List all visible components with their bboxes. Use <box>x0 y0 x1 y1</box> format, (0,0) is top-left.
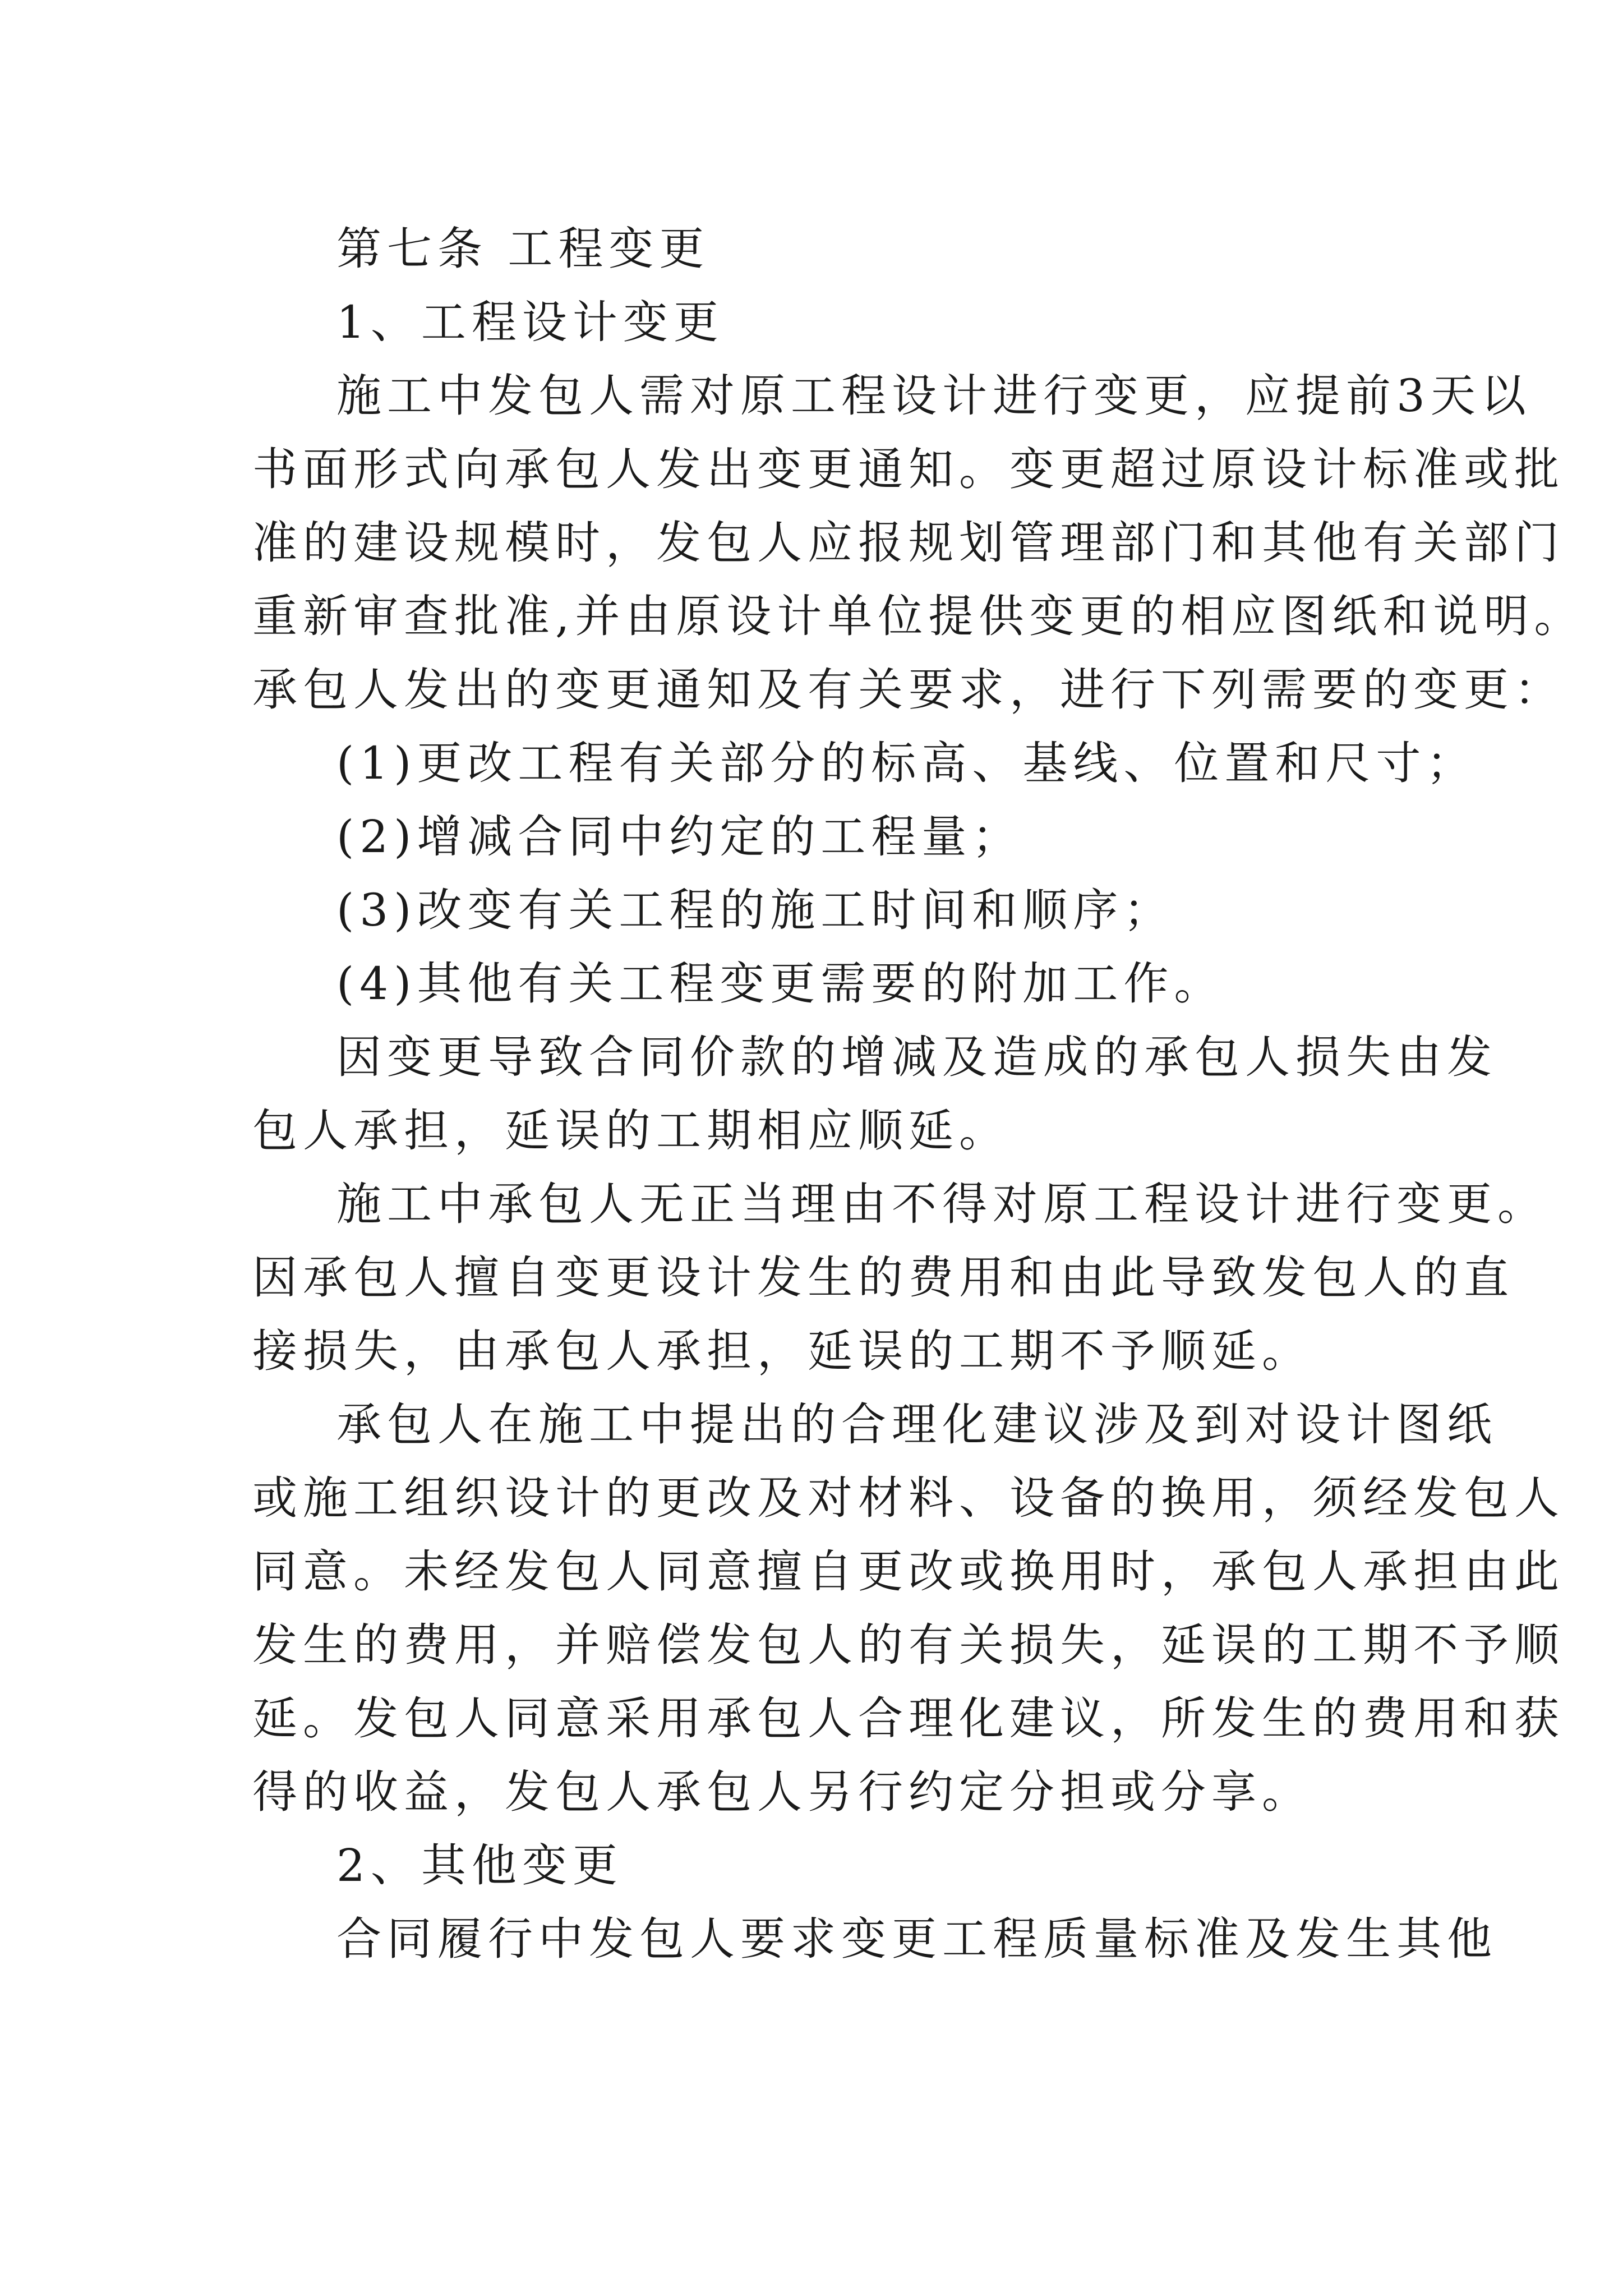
paragraph-line: 准的建设规模时，发包人应报规划管理部门和其他有关部门 <box>252 517 1565 569</box>
list-item: (3)改变有关工程的施工时间和顺序； <box>336 884 1174 936</box>
list-item: (2)增减合同中约定的工程量； <box>336 811 1023 863</box>
paragraph-line: 得的收益，发包人承包人另行约定分担或分享。 <box>252 1766 1312 1818</box>
list-item: (1)更改工程有关部分的标高、基线、位置和尺寸； <box>336 737 1477 789</box>
paragraph-line: 施工中发包人需对原工程设计进行变更，应提前3天以 <box>336 370 1532 422</box>
paragraph-line: 因变更导致合同价款的增减及造成的承包人损失由发 <box>336 1031 1497 1083</box>
paragraph-line: 书面形式向承包人发出变更通知。变更超过原设计标准或批 <box>252 443 1565 495</box>
paragraph-line: 施工中承包人无正当理由不得对原工程设计进行变更。 <box>336 1178 1548 1230</box>
paragraph-line: 同意。未经发包人同意擅自更改或换用时，承包人承担由此 <box>252 1545 1565 1598</box>
paragraph-line: 承包人在施工中提出的合理化建议涉及到对设计图纸 <box>336 1398 1497 1451</box>
paragraph-line: 重新审查批准,并由原设计单位提供变更的相应图纸和说明。 <box>252 590 1585 642</box>
section-heading-design-change: 1、工程设计变更 <box>336 296 724 348</box>
paragraph-line: 接损失，由承包人承担，延误的工期不予顺延。 <box>252 1325 1312 1377</box>
document-body <box>252 212 1585 1976</box>
section-heading-other-change: 2、其他变更 <box>336 1839 623 1892</box>
paragraph-line: 或施工组织设计的更改及对材料、设备的换用，须经发包人 <box>252 1472 1565 1524</box>
paragraph-line: 包人承担，延误的工期相应顺延。 <box>252 1105 1009 1157</box>
paragraph-line: 承包人发出的变更通知及有关要求，进行下列需要的变更： <box>252 664 1565 716</box>
paragraph-line: 延。发包人同意采用承包人合理化建议，所发生的费用和获 <box>252 1692 1565 1745</box>
paragraph-line: 因承包人擅自变更设计发生的费用和由此导致发包人的直 <box>252 1251 1514 1304</box>
list-item: (4)其他有关工程变更需要的附加工作。 <box>336 958 1225 1010</box>
paragraph-line: 合同履行中发包人要求变更工程质量标准及发生其他 <box>336 1913 1497 1965</box>
article-heading: 第七条 工程变更 <box>336 223 710 275</box>
paragraph-line: 发生的费用，并赔偿发包人的有关损失，延误的工期不予顺 <box>252 1619 1565 1671</box>
